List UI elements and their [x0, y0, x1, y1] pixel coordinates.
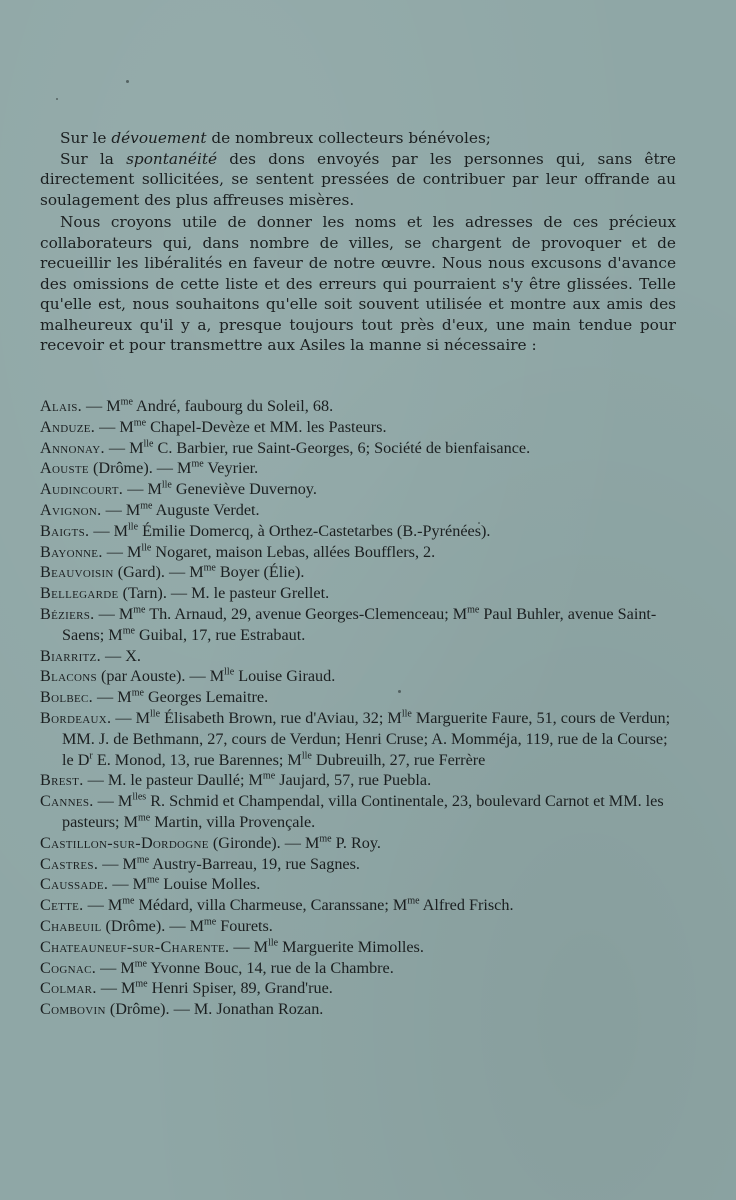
city-name: Castillon-sur-Dordogne	[40, 833, 209, 852]
paper-speck	[56, 98, 58, 100]
list-item	[40, 999, 676, 1020]
list-item	[40, 479, 676, 500]
list-item	[40, 417, 676, 438]
collector-details: — $M^{me}$ Chapel-Devèze et MM. les Pasteurs.	[95, 417, 387, 436]
list-item	[40, 500, 676, 521]
city-name: Anduze.	[40, 417, 96, 436]
collector-details: — $M^{me}$ Yvonne Bouc, 14, rue de la Chambre.	[96, 958, 394, 977]
collector-details: (Gironde). — $M^{me}$ P. Roy.	[208, 833, 381, 852]
city-name: Caussade.	[40, 875, 109, 894]
collector-details: — $M^{me}$ Médard, villa Charmeuse, Caranssane; $M^{me}$ Alfred Frisch.	[83, 895, 514, 915]
collector-details: — $M^{lles}$ R. Schmid et Champendal, villa Continentale, 23, boulevard Carnot et MM. les pasteurs; $M^{me}$ Martin, villa Provençale.	[62, 791, 664, 831]
city-name: Brest.	[40, 771, 84, 790]
city-name: Bolbec.	[40, 688, 93, 707]
city-name: Annonay.	[40, 438, 105, 457]
intro-paragraph-1	[40, 128, 676, 149]
city-name: Audincourt.	[40, 480, 124, 499]
collector-details: — $M^{me}$ Auguste Verdet.	[101, 500, 260, 519]
list-item	[40, 791, 676, 833]
list-item	[40, 396, 676, 417]
city-name: Combovin	[40, 1000, 106, 1019]
intro-text-run: Sur le	[60, 129, 112, 147]
collector-details: — $M^{me}$ Henri Spiser, 89, Grand'rue.	[96, 978, 333, 998]
city-name: Blacons	[40, 667, 97, 686]
list-item	[40, 583, 676, 604]
list-item	[40, 895, 676, 916]
list-item	[40, 833, 676, 854]
collector-details: (par Aouste). — $M^{lle}$ Louise Giraud.	[96, 666, 336, 686]
collector-details: — $M^{me}$ Georges Lemaitre.	[93, 687, 269, 707]
collector-details: (Gard). — $M^{me}$ Boyer (Élie).	[113, 562, 305, 582]
city-name: Biarritz.	[40, 646, 101, 665]
collector-details: (Drôme). — M. Jonathan Rozan.	[105, 1000, 324, 1019]
list-item	[40, 438, 676, 459]
city-name: Bellegarde	[40, 584, 119, 603]
city-name: Alais.	[40, 397, 82, 415]
collector-details: (Tarn). — M. le pasteur Grellet.	[118, 584, 330, 603]
city-name: Aouste	[40, 459, 89, 478]
list-item	[40, 874, 676, 895]
list-item	[40, 770, 676, 791]
paper-speck	[126, 80, 129, 83]
intro-text	[40, 128, 676, 356]
city-name: Cette.	[40, 896, 84, 915]
list-item	[40, 604, 676, 646]
list-item	[40, 937, 676, 958]
city-name: Baigts.	[40, 521, 90, 540]
list-item	[40, 542, 676, 563]
collector-details: — $M^{lle}$ Marguerite Mimolles.	[229, 937, 424, 956]
list-item	[40, 646, 676, 667]
list-item	[40, 562, 676, 583]
intro-text-run: des dons envoyés par les personnes qui, sans être directement sollicitées, se sentent pressées de contribuer par leur offrande au soulagement des plus affreuses misères.	[40, 149, 676, 209]
intro-text-run: de nombreux collecteurs bénévoles;	[206, 129, 491, 147]
list-item	[40, 708, 676, 770]
collector-details: (Drôme). — $M^{me}$ Veyrier.	[88, 459, 259, 478]
city-name: Beauvoisin	[40, 563, 114, 582]
city-name: Castres.	[40, 854, 99, 873]
city-name: Bayonne.	[40, 542, 103, 561]
city-name: Bordeaux.	[40, 708, 112, 727]
collector-details: (Drôme). — $M^{me}$ Fourets.	[101, 916, 273, 935]
intro-text-run: Sur la	[60, 149, 127, 168]
intro-paragraph-2	[40, 149, 676, 211]
collector-details: — $M^{lle}$ Émilie Domercq, à Orthez-Castetarbes (B.-Pyrénées).	[89, 521, 491, 540]
city-name: Béziers.	[40, 604, 95, 623]
intro-emphasis: spontanéité	[126, 149, 218, 168]
collector-list	[40, 396, 676, 1020]
list-item	[40, 854, 676, 875]
intro-emphasis: dévouement	[111, 129, 207, 147]
collector-details: — $M^{me}$ André, faubourg du Soleil, 68.	[81, 396, 334, 415]
collector-details: — $M^{me}$ Th. Arnaud, 29, avenue Georges-Clemenceau; $M^{me}$ Paul Buhler, avenue Saint-Saens; $M^{me}$ Guibal, 17, rue Estrabaut.	[62, 604, 657, 644]
city-name: Chateauneuf-sur-Charente.	[40, 937, 230, 956]
collector-details: — $M^{lle}$ Nogaret, maison Lebas, allées Boufflers, 2.	[102, 542, 436, 561]
list-item	[40, 458, 676, 479]
list-item	[40, 521, 676, 542]
intro-paragraph-3: Nous croyons utile de donner les noms et les adresses de ces précieux collaborateurs qui, dans nombre de villes, se chargent de provoquer et de recueillir les libéralités en faveur de notre œuvre. Nous nous excusons d'avance des omissions de cette liste et des erreurs qui pourraient s'y être glissées. Telle qu'elle est, nous souhaitons qu'elle soit souvent utilisée et montre aux amis des malheureux qu'il y a, presque toujours tout près d'eux, une main tendue pour recevoir et pour transmettre aux Asiles la manne si nécessaire :	[40, 213, 676, 354]
city-name: Cannes.	[40, 792, 94, 811]
list-item	[40, 958, 676, 979]
collector-details: — $M^{lle}$ Geneviève Duvernoy.	[123, 479, 317, 499]
list-item	[40, 687, 676, 708]
collector-details: — X.	[100, 646, 141, 665]
list-item	[40, 916, 676, 937]
collector-details: — M. le pasteur Daullé; $M^{me}$ Jaujard, 57, rue Puebla.	[83, 770, 432, 790]
collector-details: — $M^{lle}$ Élisabeth Brown, rue d'Aviau, 32; $M^{lle}$ Marguerite Faure, 51, cours de Verdun; MM. J. de Bethmann, 27, cours de Verdun; Henri Cruse; A. Momméja, 119, rue de la Course; le $D^r$ E. Monod, 13, rue Barennes; $M^{lle}$ Dubreuilh, 27, rue Ferrère	[62, 708, 671, 769]
collector-details: — $M^{me}$ Louise Molles.	[108, 874, 261, 894]
list-item	[40, 978, 676, 999]
city-name: Cognac.	[40, 958, 97, 977]
city-name: Colmar.	[40, 979, 97, 998]
collector-details: — $M^{lle}$ C. Barbier, rue Saint-Georges, 6; Société de bienfaisance.	[104, 438, 531, 457]
city-name: Avignon.	[40, 500, 102, 519]
city-name: Chabeuil	[40, 916, 102, 935]
list-item	[40, 666, 676, 687]
collector-details: — $M^{me}$ Austry-Barreau, 19, rue Sagnes.	[98, 854, 360, 873]
